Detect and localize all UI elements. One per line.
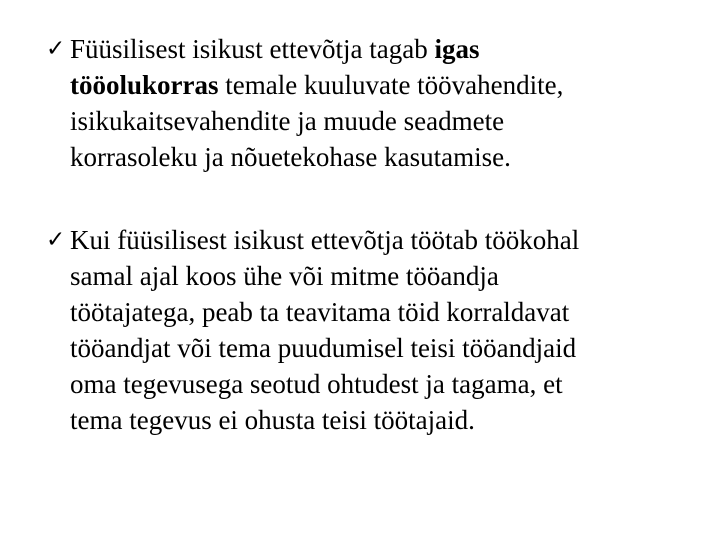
checkmark-icon: ✓	[46, 36, 66, 62]
bullet-2-line-1: Kui füüsilisest isikust ettevõtja töötab töökohal	[70, 225, 580, 255]
bullet-1-line-4: korrasoleku ja nõuetekohase kasutamise.	[70, 142, 511, 172]
bullet-2-line-4: tööandjat või tema puudumisel teisi tööandjaid	[70, 333, 577, 363]
bullet-1-line-2	[70, 67, 696, 103]
bullet-2-line-6: tema tegevus ei ohusta teisi töötajaid.	[70, 405, 475, 435]
text-segment: temale kuuluvate töövahendite,	[218, 70, 564, 100]
bullet-2-line-5: oma tegevusega seotud ohtudest ja tagama, et	[70, 369, 563, 399]
bullet-1-line-3: isikukaitsevahendite ja muude seadmete	[70, 106, 505, 136]
checkmark-icon: ✓	[46, 227, 66, 253]
bullet-text-2	[70, 222, 696, 438]
bullet-2-line-3: töötajatega, peab ta teavitama töid korraldavat	[70, 297, 570, 327]
bullet-1-line-1	[70, 31, 696, 67]
bold-text-segment: igas	[434, 34, 480, 64]
bold-text-segment: tööolukorras	[70, 70, 219, 100]
bullet-text-1	[70, 31, 696, 175]
text-segment: Füüsilisest isikust ettevõtja tagab	[70, 34, 435, 64]
bullet-item-1	[46, 31, 696, 175]
bullet-2-line-2: samal ajal koos ühe või mitme tööandja	[70, 261, 499, 291]
bullet-item-2	[46, 222, 696, 438]
